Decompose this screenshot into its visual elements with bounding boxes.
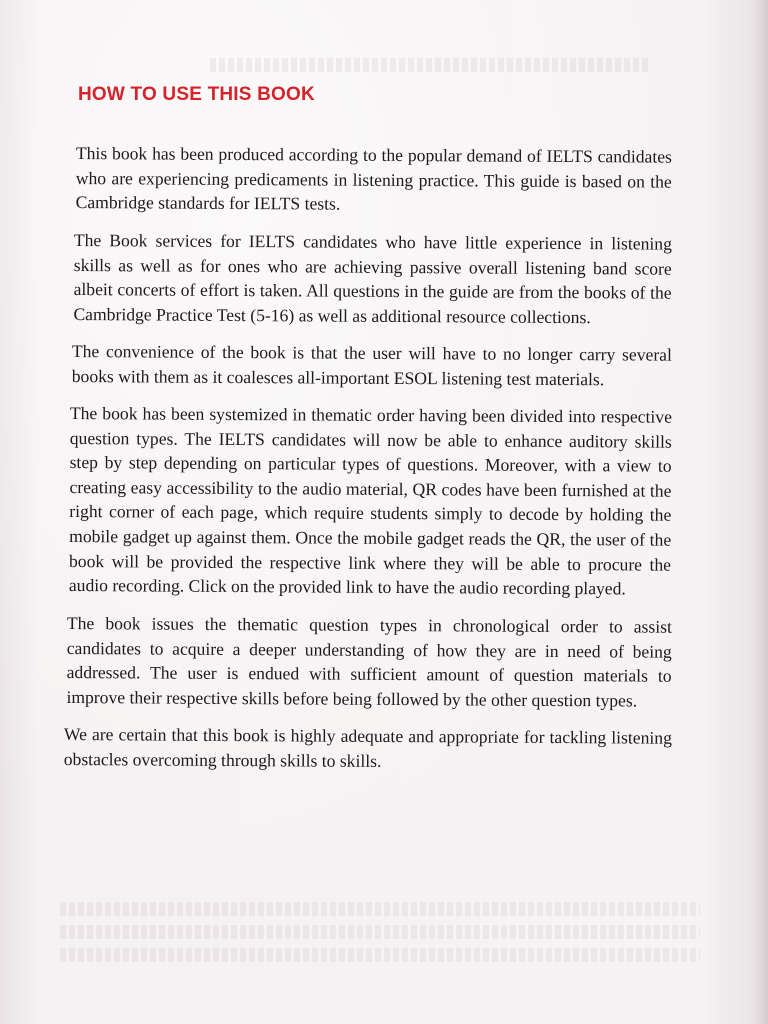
paragraph-order: The book issues the thematic question types in chronological order to assist candidates to acquire a deeper understanding of how they are in need of being addressed. The user is endued with sufficient amount of question materials to improve their respective skills before being followed by the other question types. [66,613,672,711]
body-text [63,141,672,785]
bleed-through-text [60,948,700,962]
paragraph-audience: The Book services for IELTS candidates who have little experience in listening skills as well as for ones who are achieving passive overall listening band score albeit concerts of effort is taken. All questions in the guide are from the books of the Cambridge Practice Test (5-16) as well as additional resource collections. [73,229,672,327]
paragraph-intro: This book has been produced according to the popular demand of IELTS candidates who are experiencing predicaments in listening practice. This guide is based on the Cambridge standards for IELTS tests. [75,142,672,214]
paragraph-convenience: The convenience of the book is that the user will have to no longer carry several books with them as it coalesces all-important ESOL listening test materials. [71,341,672,390]
bleed-through-text [210,58,650,72]
page-edge-shadow [754,0,768,1024]
page-heading: HOW TO USE THIS BOOK [78,84,315,105]
paragraph-conclusion: We are certain that this book is highly adequate and appropriate for tackling listening obstacles overcoming through skills to skills. [63,724,672,772]
bleed-through-text [60,902,700,916]
bleed-through-text [60,925,700,939]
paragraph-structure: The book has been systemized in thematic order having been divided into respective question types. The IELTS candidates will now be able to enhance auditory skills step by step depending on particular types of questions. Moreover, with a view to creating easy accessibility to the audio material, QR codes have been furnished at the right corner of each page, which require students simply to decode by holding the mobile gadget up against them. Once the mobile gadget reads the QR, the user of the book will be provided the respective link where they will be able to procure the audio recording. Click on the provided link to have the audio recording played. [68,403,672,599]
